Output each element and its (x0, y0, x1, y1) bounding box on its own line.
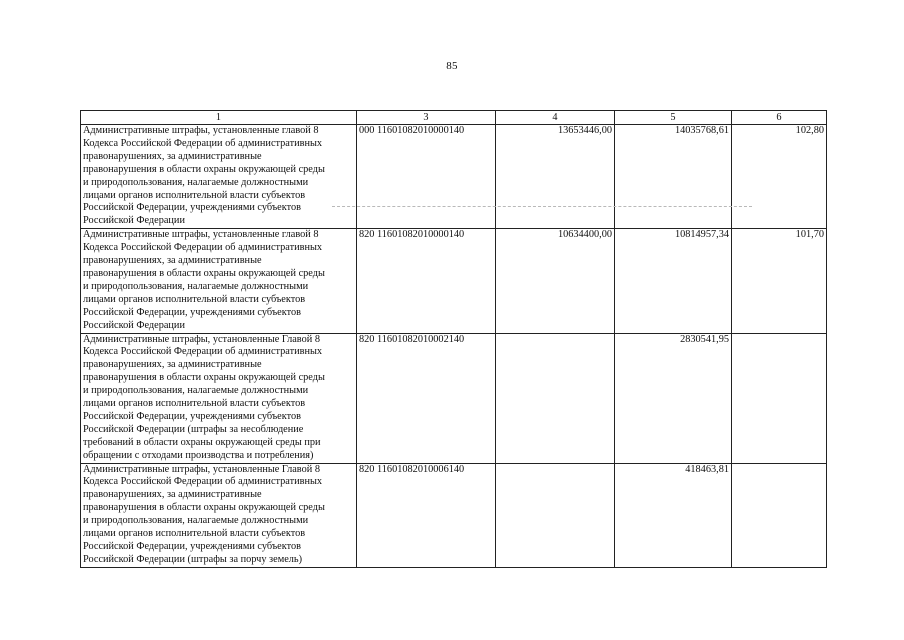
col5-value: 14035768,61 (615, 125, 732, 229)
table-row (81, 463, 827, 567)
table-row (81, 333, 827, 463)
budget-code: 000 11601082010000140 (357, 125, 496, 229)
col4-value (496, 333, 615, 463)
budget-table (80, 110, 827, 568)
header-cell-5: 5 (615, 111, 732, 125)
row-description: Административные штрафы, установленные главой 8 Кодекса Российской Федерации об административных правонарушениях, за административные правонарушения в области охраны окружающей среды и природопользования, налагаемые должностными лицами органов исполнительной власти субъектов Российской Федерации, учреждениями субъектов Российской Федерации (81, 229, 357, 333)
col4-value: 10634400,00 (496, 229, 615, 333)
budget-code: 820 11601082010000140 (357, 229, 496, 333)
col4-value (496, 463, 615, 567)
table-row (81, 229, 827, 333)
row-description: Административные штрафы, установленные главой 8 Кодекса Российской Федерации об административных правонарушениях, за административные правонарушения в области охраны окружающей среды и природопользования, налагаемые должностными лицами органов исполнительной власти субъектов Российской Федерации, учреждениями субъектов Российской Федерации (81, 125, 357, 229)
col6-percent: 101,70 (732, 229, 827, 333)
col5-value: 2830541,95 (615, 333, 732, 463)
col6-percent: 102,80 (732, 125, 827, 229)
table-row (81, 125, 827, 229)
header-cell-4: 4 (496, 111, 615, 125)
col6-percent (732, 333, 827, 463)
budget-code: 820 11601082010002140 (357, 333, 496, 463)
page-number: 85 (446, 60, 458, 72)
col4-value: 13653446,00 (496, 125, 615, 229)
scan-artifact-line (332, 206, 752, 207)
header-cell-6: 6 (732, 111, 827, 125)
col5-value: 10814957,34 (615, 229, 732, 333)
col5-value: 418463,81 (615, 463, 732, 567)
row-description: Административные штрафы, установленные Главой 8 Кодекса Российской Федерации об административных правонарушениях, за административные правонарушения в области охраны окружающей среды и природопользования, налагаемые должностными лицами органов исполнительной власти субъектов Российской Федерации, учреждениями субъектов Российской Федерации (штрафы за порчу земель) (81, 463, 357, 567)
header-cell-3: 3 (357, 111, 496, 125)
col6-percent (732, 463, 827, 567)
header-cell-1: 1 (81, 111, 357, 125)
budget-code: 820 11601082010006140 (357, 463, 496, 567)
row-description: Административные штрафы, установленные Главой 8 Кодекса Российской Федерации об административных правонарушениях, за административные правонарушения в области охраны окружающей среды и природопользования, налагаемые должностными лицами органов исполнительной власти субъектов Российской Федерации, учреждениями субъектов Российской Федерации (штрафы за несоблюдение требований в области охраны окружающей среды при обращении с отходами производства и потребления) (81, 333, 357, 463)
header-row (81, 111, 827, 125)
